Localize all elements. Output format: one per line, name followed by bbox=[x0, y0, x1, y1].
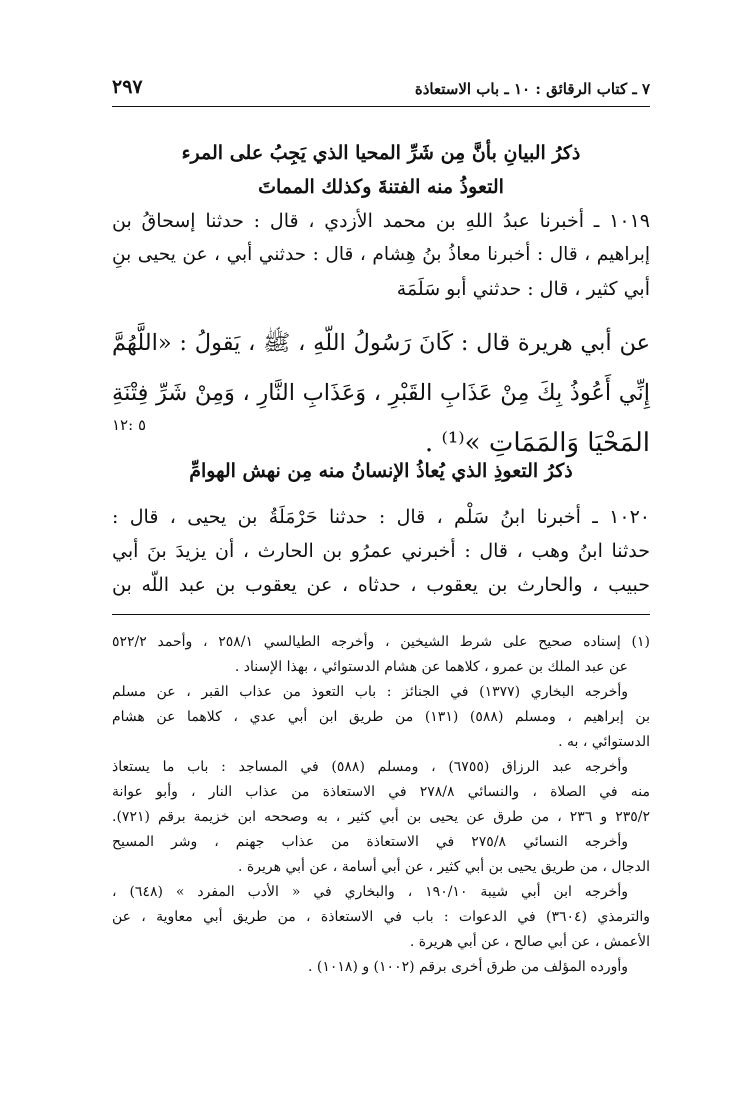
footnote-paragraph bbox=[112, 680, 650, 755]
text-line: المَحْيَا وَالمَمَاتِ »⁽¹⁾ . bbox=[424, 428, 650, 458]
text-line: أبي كثير ، قال : حدثني أبو سَلَمَة bbox=[396, 278, 650, 300]
hadith-1020-isnad bbox=[112, 500, 650, 602]
footnote-paragraph bbox=[112, 755, 650, 830]
footnotes bbox=[112, 630, 650, 980]
text-line: عن أبي هريرة قال : كَانَ رَسُولُ اللّهِ ، ﷺ ، يَقولُ : «اللَّهُمَّ bbox=[112, 330, 650, 356]
footnote-line: وأورده المؤلف من طرق أخرى برقم (١٠٠٢) و (١٠١٨) . bbox=[307, 959, 628, 975]
footnote-line: ٢٣٥/٢ و ٢٣٦ ، من طرق عن يحيى بن أبي كثير ، به وصححه ابن خزيمة برقم (٧٢١). bbox=[112, 809, 650, 825]
running-title: ٧ ـ كتاب الرقائق : ١٠ ـ باب الاستعاذة bbox=[414, 80, 650, 98]
text-line: حبيب ، والحارث بن يعقوب ، حدثاه ، عن يعقوب بن عبد اللّه بن bbox=[112, 574, 650, 596]
heading-line: ذكرُ التعوذِ الذي يُعاذُ الإنسانُ منه مِن نهش الهوامِّ bbox=[189, 460, 573, 482]
chapter-heading-1 bbox=[112, 136, 650, 204]
footnote-line: والترمذي (٣٦٠٤) في الدعوات : باب في الاستعاذة ، من طريق أبي معاوية ، عن bbox=[112, 909, 650, 925]
text-line: ١٠٢٠ ـ أخبرنا ابنُ سَلْم ، قال : حدثنا حَرْمَلَةُ بن يحيى ، قال : bbox=[112, 506, 650, 528]
hadith-1019-isnad bbox=[112, 204, 650, 306]
footnote-line: منه في الصلاة ، والنسائي ٢٧٨/٨ في الاستعاذة من عذاب النار ، وأبو عوانة bbox=[112, 784, 651, 800]
footnote-rule bbox=[112, 614, 650, 615]
footnote-line: بن إبراهيم ، ومسلم (٥٨٨) (١٣١) من طريق ابن أبي عدي ، كلاهما عن هشام bbox=[112, 709, 650, 725]
hadith-1019-matn bbox=[112, 318, 650, 468]
footnote-line: وأخرجه البخاري (١٣٧٧) في الجنائز : باب التعوذ من عذاب القبر ، عن مسلم bbox=[112, 684, 628, 700]
footnote-paragraph bbox=[112, 830, 650, 880]
footnote-paragraph bbox=[112, 880, 650, 955]
footnote-line: الدجال ، من طريق يحيى بن أبي كثير ، عن أبي أسامة ، عن أبي هريرة . bbox=[238, 859, 650, 875]
footnote-line: وأخرجه عبد الرزاق (٦٧٥٥) ، ومسلم (٥٨٨) في المساجد : باب ما يستعاذ bbox=[112, 759, 629, 775]
footnote-line: الأعمش ، عن أبي صالح ، عن أبي هريرة . bbox=[409, 934, 650, 950]
footnote-line: الدستوائي ، به . bbox=[558, 734, 650, 750]
page-number: ٢٩٧ bbox=[112, 76, 143, 98]
footnote-line: وأخرجه ابن أبي شيبة ١٩٠/١٠ ، والبخاري في « الأدب المفرد » (٦٤٨) ، bbox=[112, 884, 628, 900]
footnote-line: عن عبد الملك بن عمرو ، كلاهما عن هشام الدستوائي ، بهذا الإسناد . bbox=[234, 659, 628, 675]
footnote-line: (١) إسناده صحيح على شرط الشيخين ، وأخرجه الطيالسي ٢٥٨/١ ، وأحمد ٥٢٢/٢ bbox=[112, 634, 650, 650]
page-header bbox=[112, 76, 650, 104]
footnote-line: وأخرجه النسائي ٢٧٥/٨ في الاستعاذة من عذاب جهنم ، وشر المسيح bbox=[112, 834, 628, 850]
text-line: حدثنا ابنُ وهب ، قال : أخبرني عمرُو بن الحارث ، أن يزيدَ بنَ أبي bbox=[112, 540, 650, 562]
heading-line: التعوذُ منه الفتنةَ وكذلك المماتَ bbox=[258, 176, 504, 198]
footnote-paragraph bbox=[112, 630, 650, 680]
heading-line: ذكرُ البيانِ بأنَّ مِن شَرِّ المحيا الذي يَجِبُ على المرء bbox=[181, 142, 581, 164]
text-line: ١٠١٩ ـ أخبرنا عبدُ اللهِ بن محمد الأزدي ، قال : حدثنا إسحاقُ بن bbox=[112, 210, 650, 232]
header-rule bbox=[112, 106, 650, 107]
footnote-paragraph bbox=[112, 955, 650, 980]
cross-reference: ٥ :١٢ bbox=[112, 416, 147, 434]
text-line: إِنِّي أَعُوذُ بِكَ مِنْ عَذَابِ القَبْرِ ، وَعَذَابِ النَّارِ ، وَمِنْ شَرِّ فِتْنَةِ bbox=[112, 380, 650, 406]
text-line: إبراهيم ، قال : أخبرنا معاذُ بنُ هِشام ، قال : حدثني أبي ، عن يحيى بنِ bbox=[112, 244, 650, 265]
chapter-heading-2 bbox=[112, 454, 650, 488]
